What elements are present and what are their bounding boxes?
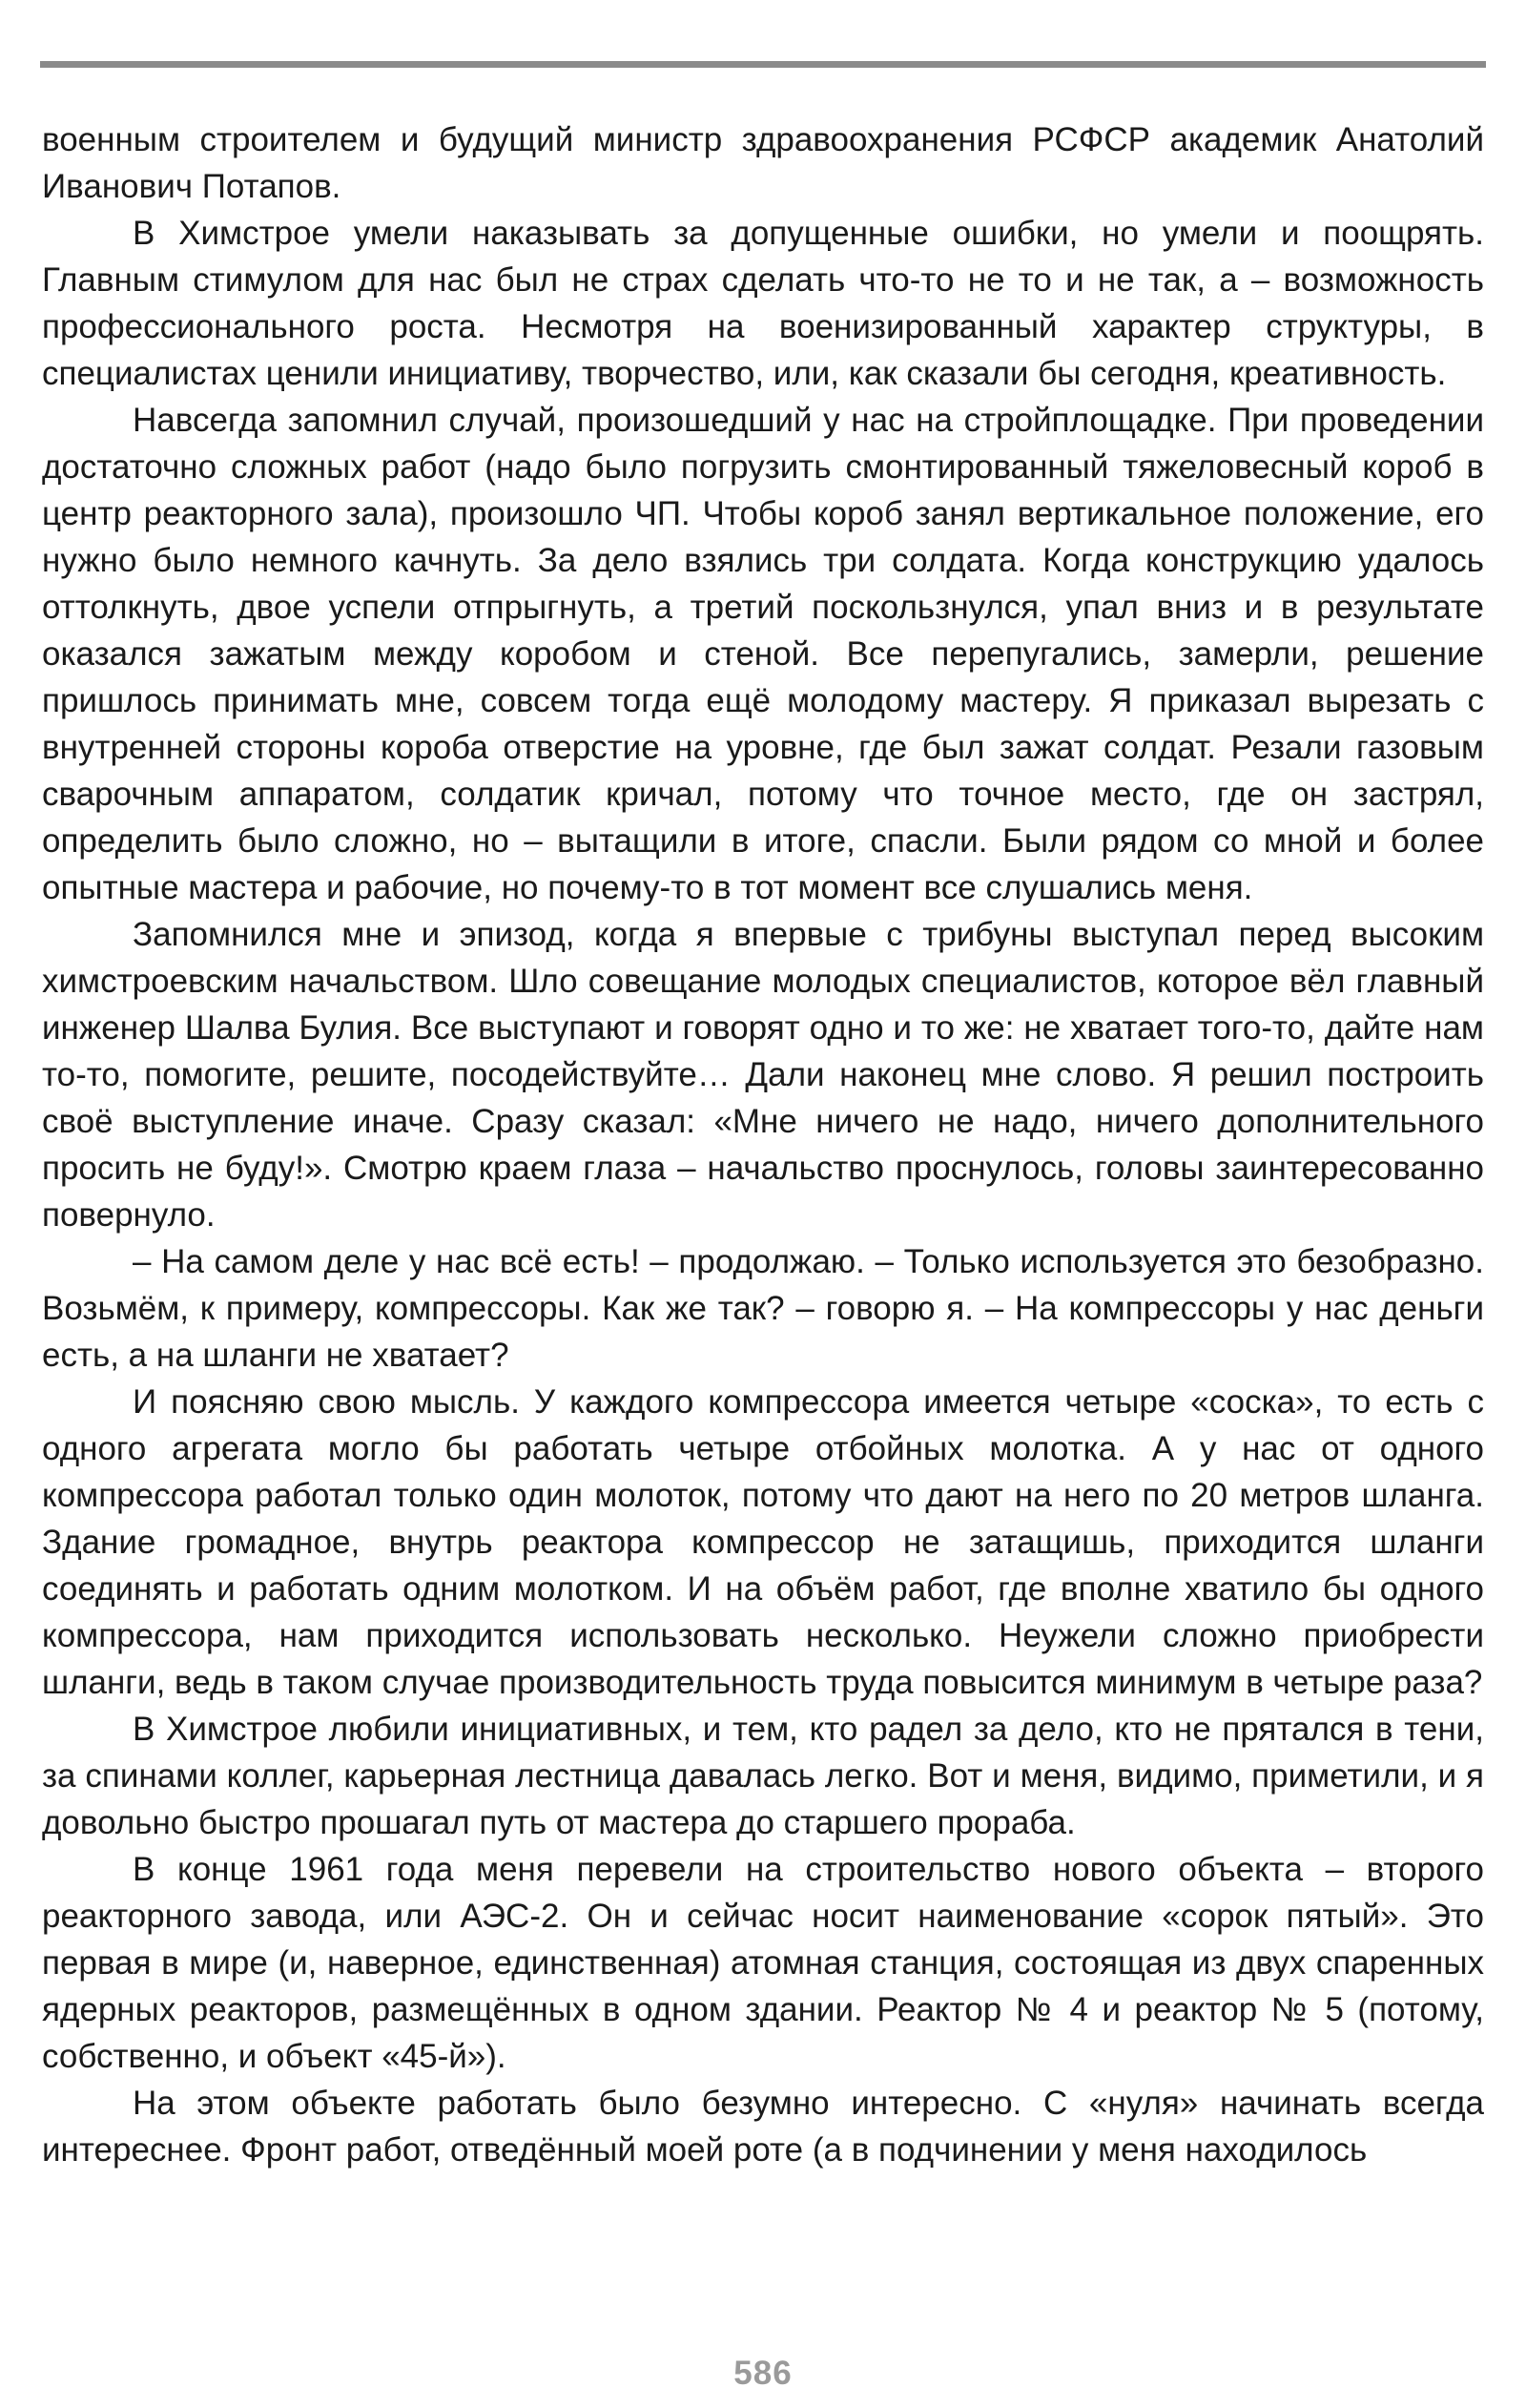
paragraph: В Химстрое любили инициативных, и тем, кто радел за дело, кто не прятался в тени, за спинами коллег, карьерная лестница давалась легко. Вот и меня, видимо, приметили, и я довольно быстро прошагал путь от мастера до старшего прораба.: [42, 1711, 1484, 1841]
top-rule: [40, 61, 1486, 68]
paragraph: В Химстрое умели наказывать за допущенные ошибки, но умели и поощрять. Главным стимулом для нас был не страх сделать что-то не то и не так, а – возможность профессионального роста. Несмотря на военизированный характер структуры, в специалистах ценили инициативу, творчество, или, как сказали бы сегодня, креативность.: [42, 215, 1484, 392]
paragraph: На этом объекте работать было безумно интересно. С «нуля» начинать всегда интереснее. Фронт работ, отведённый моей роте (а в подчинении у меня находилось: [42, 2085, 1484, 2169]
paragraph: – На самом деле у нас всё есть! – продолжаю. – Только используется это безобразно. Возьмём, к примеру, компрессоры. Как же так? – говорю я. – На компрессоры у нас деньги есть, а на шланги не хватает?: [42, 1243, 1484, 1374]
paragraph: Навсегда запомнил случай, произошедший у нас на стройплощадке. При проведении достаточно сложных работ (надо было погрузить смонтированный тяжеловесный короб в центр реакторного зала), произошло ЧП. Чтобы короб занял вертикальное положение, его нужно было немного качнуть. За дело взялись три солдата. Когда конструкцию удалось оттолкнуть, двое успели отпрыгнуть, а третий поскользнулся, упал вниз и в результате оказался зажатым между коробом и стеной. Все перепугались, замерли, решение пришлось принимать мне, совсем тогда ещё молодому мастеру. Я приказал вырезать с внутренней стороны короба отверстие на уровне, где был зажат солдат. Резали газовым сварочным аппаратом, солдатик кричал, потому что точное место, где он застрял, определить было сложно, но – вытащили в итоге, спасли. Были рядом со мной и более опытные мастера и рабочие, но почему-то в тот момент все слушались меня.: [42, 402, 1484, 906]
page-number: 586: [733, 2355, 793, 2392]
paragraph: И поясняю свою мысль. У каждого компрессора имеется четыре «соска», то есть с одного агрегата могло бы работать четыре отбойных молотка. А у нас от одного компрессора работал только один молоток, потому что дают на него по 20 метров шланга. Здание громадное, внутрь реактора компрессор не затащишь, приходится шланги соединять и работать одним молотком. И на объём работ, где вполне хватило бы одного компрессора, нам приходится использовать несколько. Неужели сложно приобрести шланги, ведь в таком случае производительность труда повысится минимум в четыре раза?: [42, 1383, 1484, 1701]
paragraph: военным строителем и будущий министр здравоохранения РСФСР академик Анатолий Иванович Потапов.: [42, 121, 1484, 205]
paragraph: В конце 1961 года меня перевели на строительство нового объекта – второго реакторного завода, или АЭС-2. Он и сейчас носит наименование «сорок пятый». Это первая в мире (и, наверное, единственная) атомная станция, состоящая из двух спаренных ядерных реакторов, размещённых в одном здании. Реактор № 4 и реактор № 5 (потому, собственно, и объект «45-й»).: [42, 1851, 1484, 2075]
paragraph: Запомнился мне и эпизод, когда я впервые с трибуны выступал перед высоким химстроевским начальством. Шло совещание молодых специалистов, которое вёл главный инженер Шалва Булия. Все выступают и говорят одно и то же: не хватает того-то, дайте нам то-то, помогите, решите, посодействуйте… Дали наконец мне слово. Я решил построить своё выступление иначе. Сразу сказал: «Мне ничего не надо, ничего дополнительного просить не буду!». Смотрю краем глаза – начальство проснулось, головы заинтересованно повернуло.: [42, 916, 1484, 1234]
body-text: [42, 116, 1484, 2173]
